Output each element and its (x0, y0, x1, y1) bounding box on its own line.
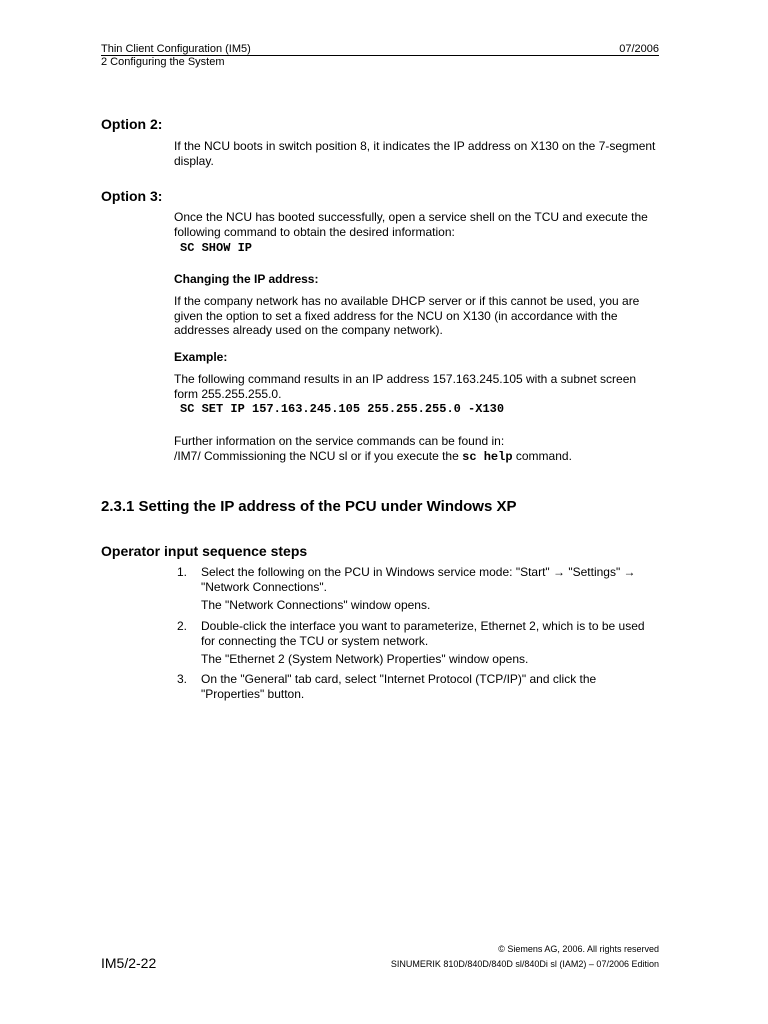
option3-heading: Option 3: (101, 188, 163, 204)
step-3-text: On the "General" tab card, select "Internet Protocol (TCP/IP)" and click the "Properties" button. (201, 672, 597, 701)
section-heading: 2.3.1 Setting the IP address of the PCU under Windows XP (101, 498, 517, 515)
changing-heading: Changing the IP address: (174, 272, 319, 286)
header-date: 07/2006 (619, 43, 659, 55)
option2-heading: Option 2: (101, 116, 163, 132)
step-2-text: Double-click the interface you want to parameterize, Ethernet 2, which is to be used for connecting the TCU or system network. (201, 619, 645, 648)
changing-text: If the company network has no available DHCP server or if this cannot be used, you are given the option to set a fixed address for the NCU on X130 (in accordance with the addresses already used on the company network). (174, 294, 640, 337)
step-2-result: The "Ethernet 2 (System Network) Properties" window opens. (201, 652, 529, 666)
option3-text: Once the NCU has booted successfully, open a service shell on the TCU and execute the following command to obtain the desired information: (174, 210, 648, 239)
step-1 (201, 565, 659, 613)
step-3-number: 3. (177, 672, 188, 686)
example-heading: Example: (174, 350, 228, 364)
step-1-result: The "Network Connections" window opens. (201, 598, 431, 612)
example-text: The following command results in an IP address 157.163.245.105 with a subnet screen form 255.255.255.0. (174, 372, 637, 401)
footer-edition: SINUMERIK 810D/840D/840D sl/840Di sl (IAM2) – 07/2006 Edition (390, 959, 659, 969)
sc-help-code: sc help (462, 449, 513, 464)
further-line2 (174, 449, 659, 465)
footer-copyright: © Siemens AG, 2006. All rights reserved (498, 944, 659, 954)
step-1-text: Select the following on the PCU in Windows service mode: "Start" → "Settings" → "Network Connections". (201, 565, 636, 594)
further-info (174, 434, 659, 464)
step-2-number: 2. (177, 619, 188, 633)
option3-command: SC SHOW IP (180, 241, 253, 255)
further-line2-suffix: command. (512, 448, 572, 463)
footer-page-number: IM5/2-22 (101, 955, 157, 971)
header-title: Thin Client Configuration (IM5) (101, 43, 251, 55)
further-line1: Further information on the service commands can be found in: (174, 434, 505, 448)
step-3 (201, 672, 659, 701)
option2-text: If the NCU boots in switch position 8, it indicates the IP address on X130 on the 7-segment display. (174, 139, 656, 168)
step-1-number: 1. (177, 565, 188, 579)
header-subtitle: 2 Configuring the System (101, 56, 225, 68)
further-line2-prefix: /IM7/ Commissioning the NCU sl or if you execute the (174, 448, 463, 463)
operator-heading: Operator input sequence steps (101, 543, 308, 559)
step-2 (201, 619, 659, 667)
example-command: SC SET IP 157.163.245.105 255.255.255.0 -X130 (180, 402, 505, 416)
